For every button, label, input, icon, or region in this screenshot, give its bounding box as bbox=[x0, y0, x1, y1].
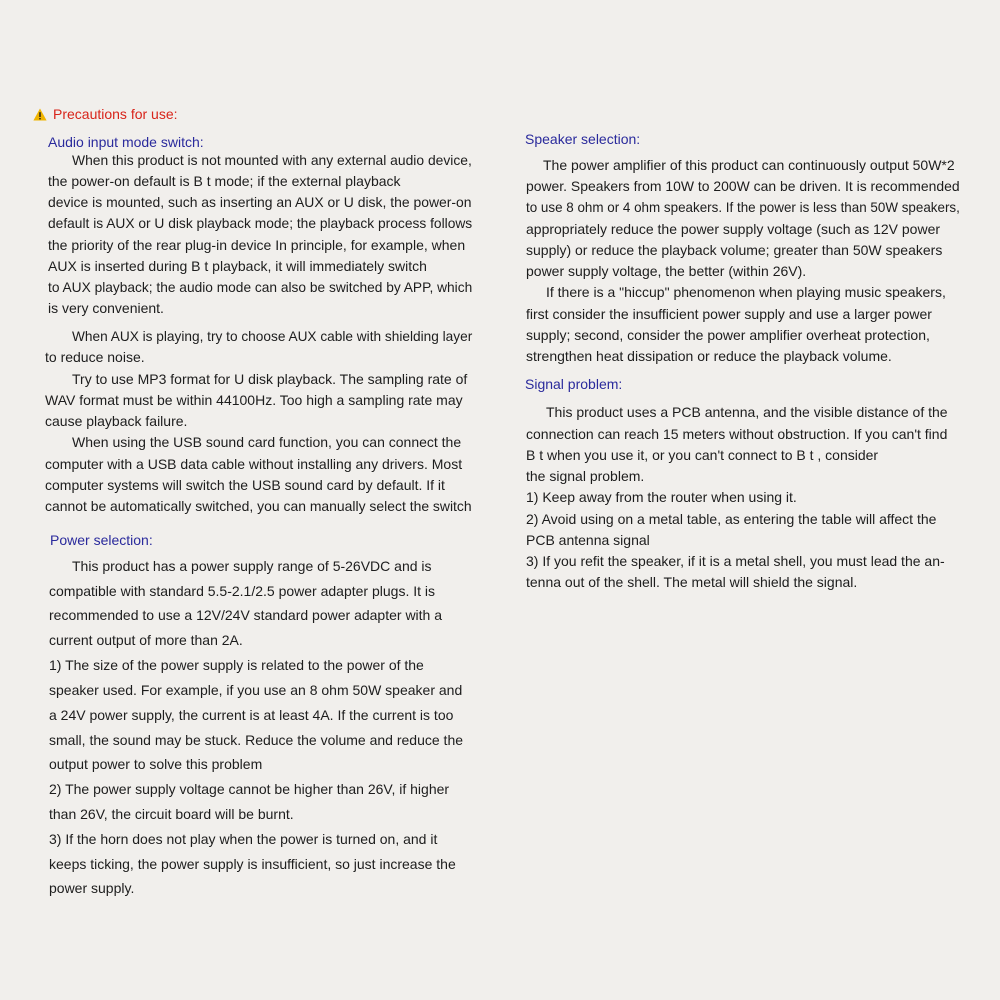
text-line: 1) The size of the power supply is related to the power of the bbox=[49, 657, 424, 673]
warning-icon bbox=[33, 108, 47, 121]
text-line: default is AUX or U disk playback mode; the playback process follows bbox=[48, 215, 473, 231]
text-line: small, the sound may be stuck. Reduce the volume and reduce the bbox=[49, 732, 464, 748]
text-line: device is mounted, such as inserting an AUX or U disk, the power-on bbox=[48, 194, 472, 210]
text-line: power supply. bbox=[49, 880, 135, 896]
text-line: strengthen heat dissipation or reduce the playback volume. bbox=[526, 348, 892, 364]
speaker-heading: Speaker selection: bbox=[525, 131, 641, 147]
text-line: computer systems will switch the USB sound card by default. If it bbox=[45, 477, 445, 493]
text-line: cannot be automatically switched, you can manually select the switch bbox=[45, 498, 472, 514]
text-line: B t when you use it, or you can't connect to B t , consider bbox=[526, 447, 879, 463]
text-line: power supply voltage, the better (within 26V). bbox=[526, 263, 807, 279]
text-line: When AUX is playing, try to choose AUX cable with shielding layer bbox=[72, 328, 473, 344]
text-line: tenna out of the shell. The metal will shield the signal. bbox=[526, 574, 858, 590]
text-line: to reduce noise. bbox=[45, 349, 145, 365]
text-line: first consider the insufficient power supply and use a larger power bbox=[526, 306, 932, 322]
precautions-title bbox=[33, 105, 178, 123]
text-line: to AUX playback; the audio mode can also be switched by APP, which bbox=[48, 279, 473, 295]
text-line: 3) If you refit the speaker, if it is a metal shell, you must lead the an- bbox=[526, 553, 945, 569]
text-line: 2) Avoid using on a metal table, as entering the table will affect the bbox=[526, 511, 937, 527]
text-line: is very convenient. bbox=[48, 300, 164, 316]
text-line: compatible with standard 5.5-2.1/2.5 power adapter plugs. It is bbox=[49, 583, 435, 599]
text-line: supply; second, consider the power amplifier overheat protection, bbox=[526, 327, 930, 343]
text-line: Try to use MP3 format for U disk playback. The sampling rate of bbox=[72, 371, 468, 387]
text-line: keeps ticking, the power supply is insufficient, so just increase the bbox=[49, 856, 456, 872]
precautions-title-text: Precautions for use: bbox=[53, 106, 178, 122]
text-line: to use 8 ohm or 4 ohm speakers. If the power is less than 50W speakers, bbox=[526, 199, 960, 215]
text-line: appropriately reduce the power supply voltage (such as 12V power bbox=[526, 221, 941, 237]
text-line: 1) Keep away from the router when using it. bbox=[526, 489, 797, 505]
text-line: 2) The power supply voltage cannot be higher than 26V, if higher bbox=[49, 781, 450, 797]
text-line: the signal problem. bbox=[526, 468, 645, 484]
text-line: connection can reach 15 meters without obstruction. If you can't find bbox=[526, 426, 948, 442]
text-line: the power-on default is B t mode; if the external playback bbox=[48, 173, 401, 189]
text-line: When this product is not mounted with any external audio device, bbox=[72, 152, 472, 168]
text-line: output power to solve this problem bbox=[49, 756, 263, 772]
text-line: When using the USB sound card function, you can connect the bbox=[72, 434, 462, 450]
audio-heading: Audio input mode switch: bbox=[48, 134, 204, 150]
text-line: PCB antenna signal bbox=[526, 532, 650, 548]
text-line: AUX is inserted during B t playback, it will immediately switch bbox=[48, 258, 427, 274]
text-line: If there is a "hiccup" phenomenon when playing music speakers, bbox=[546, 284, 946, 300]
text-line: power. Speakers from 10W to 200W can be driven. It is recommended bbox=[526, 178, 960, 194]
text-line: 3) If the horn does not play when the power is turned on, and it bbox=[49, 831, 438, 847]
text-line: This product has a power supply range of 5-26VDC and is bbox=[72, 558, 432, 574]
text-line: supply) or reduce the playback volume; greater than 50W speakers bbox=[526, 242, 943, 258]
text-line: than 26V, the circuit board will be burnt. bbox=[49, 806, 294, 822]
text-line: This product uses a PCB antenna, and the visible distance of the bbox=[546, 404, 948, 420]
text-line: The power amplifier of this product can continuously output 50W*2 bbox=[543, 157, 955, 173]
text-line: WAV format must be within 44100Hz. Too high a sampling rate may bbox=[45, 392, 463, 408]
text-line: current output of more than 2A. bbox=[49, 632, 243, 648]
text-line: a 24V power supply, the current is at least 4A. If the current is too bbox=[49, 707, 454, 723]
text-line: the priority of the rear plug-in device In principle, for example, when bbox=[48, 237, 466, 253]
text-line: computer with a USB data cable without installing any drivers. Most bbox=[45, 456, 463, 472]
text-line: recommended to use a 12V/24V standard power adapter with a bbox=[49, 607, 443, 623]
signal-heading: Signal problem: bbox=[525, 376, 623, 392]
power-heading: Power selection: bbox=[50, 532, 153, 548]
text-line: cause playback failure. bbox=[45, 413, 188, 429]
text-line: speaker used. For example, if you use an 8 ohm 50W speaker and bbox=[49, 682, 463, 698]
